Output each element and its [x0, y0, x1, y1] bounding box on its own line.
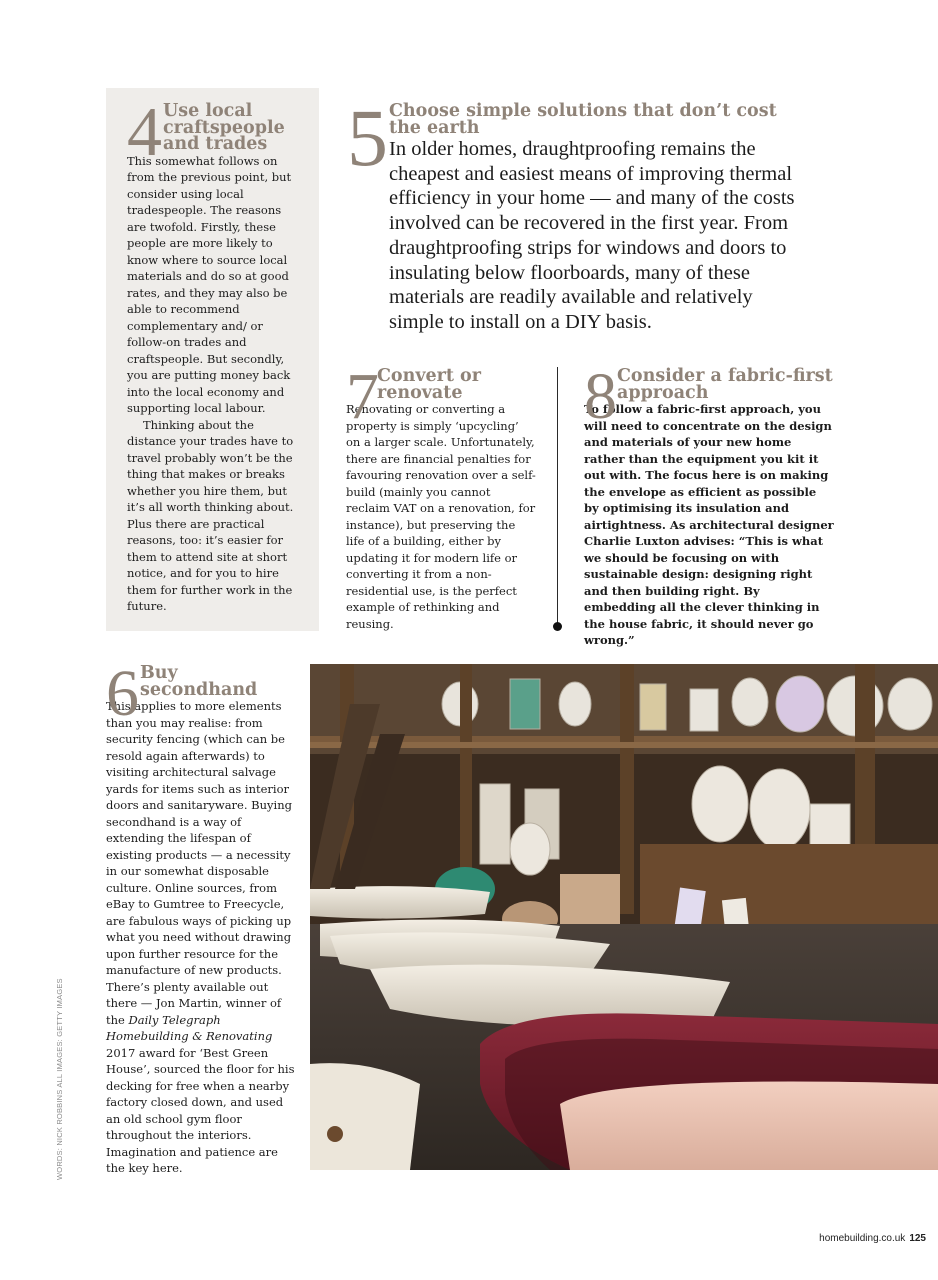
column-divider	[557, 367, 558, 627]
section-7	[346, 360, 536, 632]
section-5-heading	[347, 92, 802, 183]
salvage-yard-photo	[310, 664, 938, 1170]
section-7-heading	[346, 360, 536, 433]
paragraph: Thinking about the distance your trades have to travel probably won’t be the thing that makes or breaks whether you hire them, but it’s all worth thinking about. Plus there are practical reasons, too: it’s easier for them to attend site at short notice, and for you to hire them for further work in the future.	[127, 417, 294, 613]
page-footer	[819, 1233, 926, 1244]
section-number: 5	[347, 92, 388, 183]
section-5	[347, 92, 802, 335]
section-8	[584, 360, 834, 649]
section-body	[584, 401, 834, 649]
divider-dot	[553, 622, 562, 631]
section-number: 7	[346, 360, 379, 433]
section-number: 8	[584, 360, 617, 433]
section-body	[106, 698, 296, 1177]
section-title: Buy secondhand	[140, 663, 258, 700]
section-6-heading	[106, 657, 296, 730]
section-number: 6	[106, 657, 139, 730]
section-6	[106, 657, 296, 1177]
paragraph: To follow a fabric-first approach, you will need to concentrate on the design and materials of your new home rather than the equipment you kit it out with. The focus here is on making the envelope as efficient as possible by optimising its insulation and airtightness. As architectural designer Charlie Luxton advises: “This is what we should be focusing on with sustainable design: designing right and then building right. By embedding all the clever thinking in the house fabric, it should never go wrong.”	[584, 402, 834, 647]
section-body	[127, 153, 297, 615]
section-title: Choose simple solutions that don’t cost the earth	[389, 101, 777, 138]
section-4	[127, 94, 297, 615]
section-body	[346, 401, 536, 632]
body-text: 2017 award for ‘Best Green House’, sourced the floor for his decking for free when a nearby factory closed down, and used an old school gym floor throughout the interiors. Imagination and patience are the key here.	[106, 1045, 295, 1175]
section-title: Convert or renovate	[377, 366, 481, 403]
section-8-heading	[584, 360, 834, 433]
body-text: This applies to more elements than you may realise: from security fencing (which can be resold again afterwards) to visiting architectural salvage yards for items such as interior doors and sanitaryware. Buying secondhand is a way of extending the lifespan of existing products — a necessity in our somewhat disposable culture. Online sources, from eBay to Gumtree to Freecycle, are fabulous ways of picking up what you need without drawing upon further resource for the manufacture of new products. There’s plenty available out there — Jon Martin, winner of the	[106, 699, 292, 1027]
lead-text: In older homes, draughtproofing remains the cheapest and easiest means of improving thermal efficiency in your home — and many of the costs involved can be recovered in the first year. From draughtproofing strips for windows and doors to insulating below floorboards, many of these materials are readily available and relatively simple to install on a DIY basis.	[389, 138, 795, 333]
section-title: Consider a fabric-first approach	[617, 366, 833, 403]
salvage-yard-illustration	[310, 664, 938, 1170]
photo-credit: WORDS: NICK ROBBINS ALL IMAGES: GETTY IMAGES	[55, 978, 64, 1180]
footer-site: homebuilding.co.uk	[819, 1233, 906, 1244]
section-number: 4	[127, 94, 162, 171]
paragraph	[106, 698, 296, 1177]
paragraph: Renovating or converting a property is simply ‘upcycling’ on a larger scale. Unfortunately, there are financial penalties for favouring renovation over a self-build (mainly you cannot reclaim VAT on a renovation, for instance), but preserving the life of a building, either by updating it for modern life or converting it from a non-residential use, is the perfect example of rethinking and reusing.	[346, 402, 536, 631]
section-lead-body	[347, 137, 802, 335]
publication-name: Daily Telegraph Homebuilding & Renovating	[106, 1012, 273, 1043]
page-number: 125	[909, 1233, 926, 1244]
paragraph: This somewhat follows on from the previous point, but consider using local tradespeople. The reasons are twofold. Firstly, these people are more likely to know where to source local materials and do so at good rates, and they may also be able to recommend complementary and/ or follow-on trades and craftspeople. But secondly, you are putting money back into the local economy and supporting local labour.	[127, 153, 292, 415]
section-title: Use local craftspeople and trades	[163, 101, 285, 154]
section-4-heading	[127, 94, 297, 171]
